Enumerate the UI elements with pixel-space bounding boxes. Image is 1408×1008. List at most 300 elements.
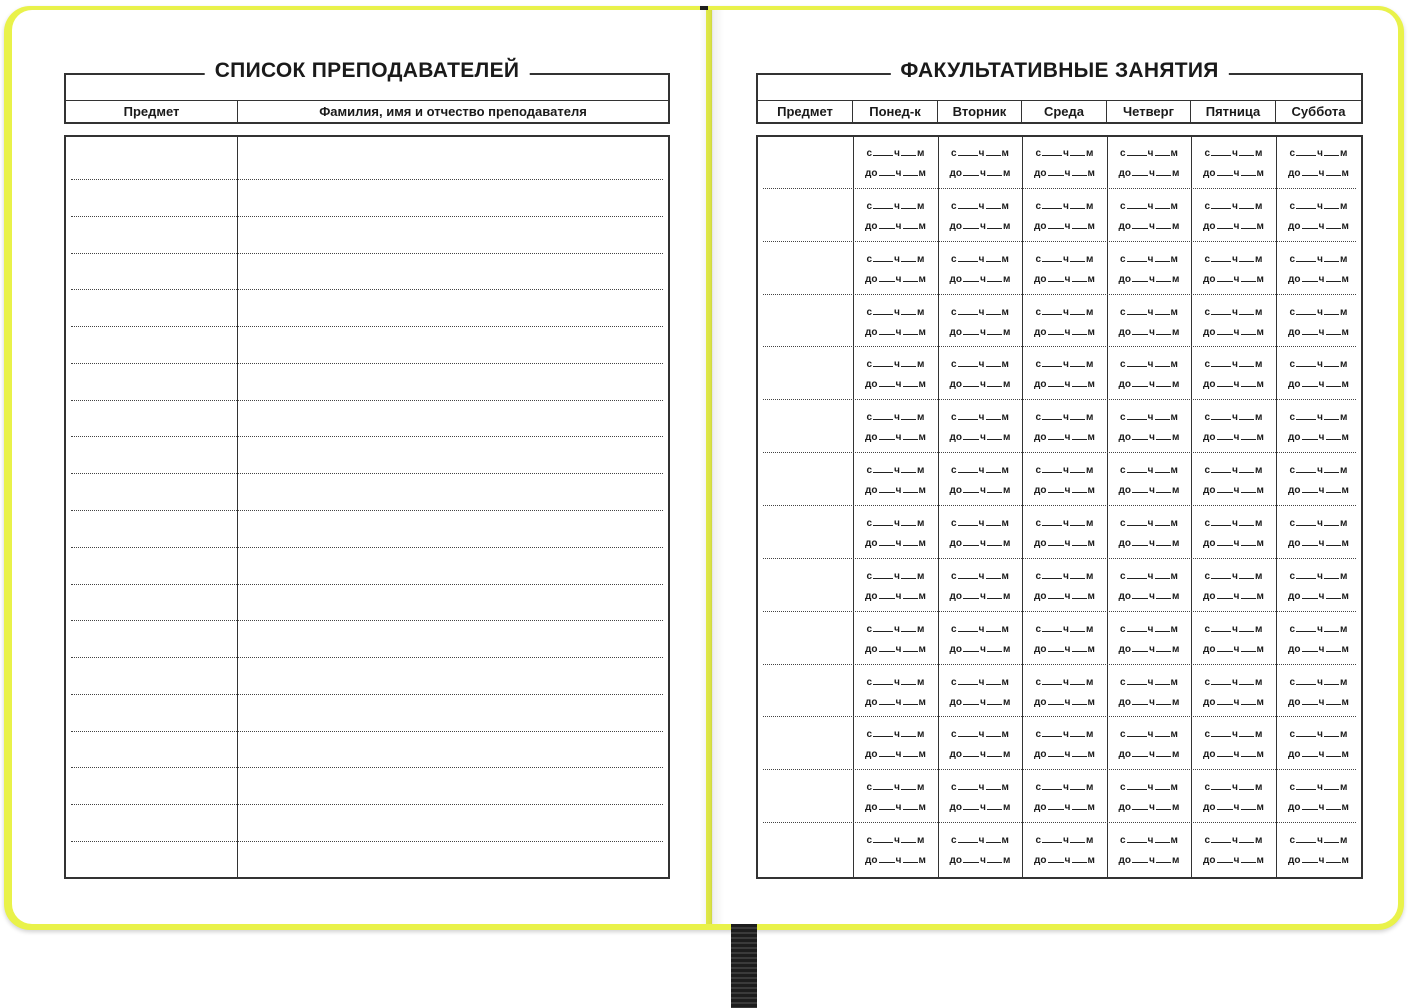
time-to-line: до ч м xyxy=(1033,697,1096,708)
teachers-row-line[interactable] xyxy=(71,326,663,327)
elective-time-slot[interactable] xyxy=(1191,824,1276,877)
elective-time-slot[interactable] xyxy=(1107,348,1191,401)
electives-header-wednesday: Среда xyxy=(1022,101,1107,122)
elective-time-slot[interactable] xyxy=(853,613,938,666)
time-to-line: до ч м xyxy=(864,591,927,602)
time-to-line: до ч м xyxy=(1118,485,1180,496)
time-to-line: до ч м xyxy=(1033,432,1096,443)
elective-time-slot[interactable] xyxy=(1191,401,1276,454)
elective-time-slot[interactable] xyxy=(938,613,1022,666)
time-from-line: с ч м xyxy=(1035,201,1094,212)
bookmark-ribbon-top xyxy=(700,6,708,10)
time-to-line: до ч м xyxy=(1287,274,1350,285)
page-gutter xyxy=(700,10,724,924)
time-to-line: до ч м xyxy=(1287,538,1350,549)
time-to-line: до ч м xyxy=(1202,432,1265,443)
teachers-table xyxy=(64,135,670,879)
teachers-header-row xyxy=(64,100,670,124)
time-to-line: до ч м xyxy=(1033,485,1096,496)
time-to-line: до ч м xyxy=(1202,749,1265,760)
time-from-line: с ч м xyxy=(950,254,1010,265)
time-from-line: с ч м xyxy=(1035,571,1094,582)
time-from-line: с ч м xyxy=(1289,254,1348,265)
time-to-line: до ч м xyxy=(1202,697,1265,708)
time-to-line: до ч м xyxy=(1118,379,1180,390)
elective-subject-cell[interactable] xyxy=(758,613,853,666)
time-to-line: до ч м xyxy=(1033,591,1096,602)
elective-time-slot[interactable] xyxy=(1107,243,1191,296)
time-from-line: с ч м xyxy=(866,201,925,212)
elective-time-slot[interactable] xyxy=(1191,771,1276,824)
time-to-line: до ч м xyxy=(1287,327,1350,338)
elective-time-slot[interactable] xyxy=(938,824,1022,877)
time-to-line: до ч м xyxy=(949,855,1011,866)
elective-time-slot[interactable] xyxy=(1022,243,1107,296)
time-from-line: с ч м xyxy=(1289,624,1348,635)
time-from-line: с ч м xyxy=(1289,571,1348,582)
time-from-line: с ч м xyxy=(1204,359,1263,370)
elective-time-slot[interactable] xyxy=(1022,137,1107,190)
teachers-row-line[interactable] xyxy=(71,253,663,254)
time-from-line: с ч м xyxy=(866,571,925,582)
time-to-line: до ч м xyxy=(1118,221,1180,232)
elective-time-slot[interactable] xyxy=(938,771,1022,824)
electives-title: ФАКУЛЬТАТИВНЫЕ ЗАНЯТИЯ xyxy=(890,59,1228,83)
elective-time-slot[interactable] xyxy=(853,401,938,454)
time-from-line: с ч м xyxy=(1119,518,1179,529)
time-to-line: до ч м xyxy=(949,221,1011,232)
time-to-line: до ч м xyxy=(1287,485,1350,496)
elective-time-slot[interactable] xyxy=(1276,613,1361,666)
elective-subject-cell[interactable] xyxy=(758,454,853,507)
elective-time-slot[interactable] xyxy=(1276,666,1361,719)
time-to-line: до ч м xyxy=(949,379,1011,390)
elective-time-slot[interactable] xyxy=(853,771,938,824)
time-to-line: до ч м xyxy=(949,749,1011,760)
electives-table xyxy=(756,135,1363,879)
elective-time-slot[interactable] xyxy=(1276,137,1361,190)
time-from-line: с ч м xyxy=(1204,624,1263,635)
time-to-line: до ч м xyxy=(1118,697,1180,708)
teachers-row-line[interactable] xyxy=(71,510,663,511)
bookmark-ribbon xyxy=(731,924,757,1008)
elective-time-slot[interactable] xyxy=(1022,401,1107,454)
elective-time-slot[interactable] xyxy=(1107,137,1191,190)
elective-time-slot[interactable] xyxy=(1191,454,1276,507)
time-from-line: с ч м xyxy=(1119,254,1179,265)
elective-time-slot[interactable] xyxy=(1276,190,1361,243)
elective-time-slot[interactable] xyxy=(1276,560,1361,613)
teachers-header-subject: Предмет xyxy=(66,101,238,122)
elective-subject-cell[interactable] xyxy=(758,560,853,613)
time-from-line: с ч м xyxy=(1204,148,1263,159)
time-to-line: до ч м xyxy=(864,221,927,232)
elective-time-slot[interactable] xyxy=(1107,507,1191,560)
time-from-line: с ч м xyxy=(1289,412,1348,423)
time-to-line: до ч м xyxy=(1202,644,1265,655)
teachers-header-fullname: Фамилия, имя и отчество преподавателя xyxy=(319,104,587,119)
time-from-line: с ч м xyxy=(1289,465,1348,476)
elective-time-slot[interactable] xyxy=(938,190,1022,243)
time-from-line: с ч м xyxy=(1119,307,1179,318)
time-from-line: с ч м xyxy=(950,677,1010,688)
teachers-row-line[interactable] xyxy=(71,841,663,842)
time-from-line: с ч м xyxy=(866,729,925,740)
time-to-line: до ч м xyxy=(949,168,1011,179)
elective-time-slot[interactable] xyxy=(1022,190,1107,243)
teachers-row-line[interactable] xyxy=(71,657,663,658)
time-from-line: с ч м xyxy=(1035,148,1094,159)
elective-time-slot[interactable] xyxy=(1276,718,1361,771)
time-from-line: с ч м xyxy=(1204,465,1263,476)
time-to-line: до ч м xyxy=(864,274,927,285)
time-from-line: с ч м xyxy=(1289,677,1348,688)
teachers-row-line[interactable] xyxy=(71,767,663,768)
time-to-line: до ч м xyxy=(949,485,1011,496)
time-from-line: с ч м xyxy=(1035,677,1094,688)
time-to-line: до ч м xyxy=(1118,855,1180,866)
time-to-line: до ч м xyxy=(949,802,1011,813)
time-from-line: с ч м xyxy=(1035,782,1094,793)
time-to-line: до ч м xyxy=(1287,802,1350,813)
time-to-line: до ч м xyxy=(1033,274,1096,285)
elective-time-slot[interactable] xyxy=(853,243,938,296)
elective-time-slot[interactable] xyxy=(1276,243,1361,296)
time-to-line: до ч м xyxy=(1287,221,1350,232)
time-from-line: с ч м xyxy=(1204,835,1263,846)
time-from-line: с ч м xyxy=(1204,518,1263,529)
elective-time-slot[interactable] xyxy=(1276,401,1361,454)
elective-time-slot[interactable] xyxy=(853,824,938,877)
teachers-row-line[interactable] xyxy=(71,694,663,695)
time-to-line: до ч м xyxy=(949,432,1011,443)
elective-time-slot[interactable] xyxy=(1191,190,1276,243)
time-to-line: до ч м xyxy=(1118,749,1180,760)
teachers-row-line[interactable] xyxy=(71,400,663,401)
elective-subject-cell[interactable] xyxy=(758,718,853,771)
time-from-line: с ч м xyxy=(1204,254,1263,265)
elective-time-slot[interactable] xyxy=(1022,507,1107,560)
elective-time-slot[interactable] xyxy=(853,560,938,613)
time-to-line: до ч м xyxy=(1033,221,1096,232)
time-from-line: с ч м xyxy=(1035,518,1094,529)
elective-subject-cell[interactable] xyxy=(758,666,853,719)
elective-time-slot[interactable] xyxy=(1191,137,1276,190)
time-from-line: с ч м xyxy=(1289,729,1348,740)
time-from-line: с ч м xyxy=(1119,148,1179,159)
elective-subject-cell[interactable] xyxy=(758,348,853,401)
time-to-line: до ч м xyxy=(1118,802,1180,813)
time-from-line: с ч м xyxy=(866,677,925,688)
elective-time-slot[interactable] xyxy=(1276,454,1361,507)
teachers-row-line[interactable] xyxy=(71,804,663,805)
elective-time-slot[interactable] xyxy=(853,296,938,349)
time-from-line: с ч м xyxy=(1035,307,1094,318)
elective-time-slot[interactable] xyxy=(938,296,1022,349)
teachers-title-frame xyxy=(64,59,670,100)
time-to-line: до ч м xyxy=(949,591,1011,602)
time-to-line: до ч м xyxy=(1202,327,1265,338)
elective-time-slot[interactable] xyxy=(1107,666,1191,719)
elective-time-slot[interactable] xyxy=(853,666,938,719)
time-to-line: до ч м xyxy=(1202,168,1265,179)
electives-header-subject: Предмет xyxy=(758,101,853,122)
teachers-column-divider xyxy=(237,137,238,877)
time-from-line: с ч м xyxy=(866,148,925,159)
elective-time-slot[interactable] xyxy=(938,718,1022,771)
elective-subject-cell[interactable] xyxy=(758,507,853,560)
teachers-row-line[interactable] xyxy=(71,216,663,217)
time-to-line: до ч м xyxy=(1287,855,1350,866)
time-from-line: с ч м xyxy=(866,624,925,635)
elective-time-slot[interactable] xyxy=(1022,718,1107,771)
time-from-line: с ч м xyxy=(866,835,925,846)
time-to-line: до ч м xyxy=(949,327,1011,338)
time-from-line: с ч м xyxy=(950,782,1010,793)
time-to-line: до ч м xyxy=(864,432,927,443)
elective-time-slot[interactable] xyxy=(938,507,1022,560)
time-to-line: до ч м xyxy=(1033,327,1096,338)
elective-time-slot[interactable] xyxy=(1191,718,1276,771)
electives-header-tuesday: Вторник xyxy=(938,101,1022,122)
elective-time-slot[interactable] xyxy=(853,190,938,243)
time-to-line: до ч м xyxy=(864,379,927,390)
time-to-line: до ч м xyxy=(1033,855,1096,866)
time-from-line: с ч м xyxy=(950,571,1010,582)
time-from-line: с ч м xyxy=(866,782,925,793)
elective-time-slot[interactable] xyxy=(1107,771,1191,824)
time-from-line: с ч м xyxy=(1289,201,1348,212)
time-to-line: до ч м xyxy=(949,697,1011,708)
teachers-row-line[interactable] xyxy=(71,179,663,180)
time-from-line: с ч м xyxy=(866,359,925,370)
elective-time-slot[interactable] xyxy=(1191,243,1276,296)
elective-time-slot[interactable] xyxy=(853,718,938,771)
time-from-line: с ч м xyxy=(1119,571,1179,582)
teachers-row-line[interactable] xyxy=(71,436,663,437)
time-from-line: с ч м xyxy=(950,518,1010,529)
time-to-line: до ч м xyxy=(1118,644,1180,655)
elective-time-slot[interactable] xyxy=(1191,296,1276,349)
time-from-line: с ч м xyxy=(1204,677,1263,688)
time-from-line: с ч м xyxy=(1035,624,1094,635)
time-to-line: до ч м xyxy=(1118,432,1180,443)
time-from-line: с ч м xyxy=(1289,835,1348,846)
teachers-row-line[interactable] xyxy=(71,731,663,732)
time-from-line: с ч м xyxy=(1035,729,1094,740)
elective-time-slot[interactable] xyxy=(938,243,1022,296)
time-to-line: до ч м xyxy=(1202,274,1265,285)
time-from-line: с ч м xyxy=(950,412,1010,423)
time-to-line: до ч м xyxy=(1118,538,1180,549)
time-from-line: с ч м xyxy=(1289,518,1348,529)
time-to-line: до ч м xyxy=(1033,379,1096,390)
time-from-line: с ч м xyxy=(1035,359,1094,370)
time-from-line: с ч м xyxy=(1119,677,1179,688)
time-to-line: до ч м xyxy=(1033,644,1096,655)
time-to-line: до ч м xyxy=(1287,168,1350,179)
electives-header-saturday: Суббота xyxy=(1291,104,1346,119)
time-from-line: с ч м xyxy=(950,307,1010,318)
elective-time-slot[interactable] xyxy=(1107,190,1191,243)
time-from-line: с ч м xyxy=(1289,307,1348,318)
elective-time-slot[interactable] xyxy=(1276,771,1361,824)
teachers-row-line[interactable] xyxy=(71,363,663,364)
time-to-line: до ч м xyxy=(949,538,1011,549)
time-from-line: с ч м xyxy=(1035,835,1094,846)
time-to-line: до ч м xyxy=(1033,538,1096,549)
electives-header-monday: Понед-к xyxy=(853,101,938,122)
electives-header-thursday: Четверг xyxy=(1107,101,1191,122)
elective-time-slot[interactable] xyxy=(1022,348,1107,401)
time-from-line: с ч м xyxy=(950,148,1010,159)
electives-header-friday: Пятница xyxy=(1191,101,1276,122)
elective-time-slot[interactable] xyxy=(853,507,938,560)
time-from-line: с ч м xyxy=(866,412,925,423)
elective-subject-cell[interactable] xyxy=(758,243,853,296)
time-from-line: с ч м xyxy=(1204,729,1263,740)
elective-time-slot[interactable] xyxy=(938,666,1022,719)
time-to-line: до ч м xyxy=(1033,802,1096,813)
elective-subject-cell[interactable] xyxy=(758,771,853,824)
time-from-line: с ч м xyxy=(1035,465,1094,476)
elective-time-slot[interactable] xyxy=(1107,718,1191,771)
teachers-title: СПИСОК ПРЕПОДАВАТЕЛЕЙ xyxy=(205,59,530,83)
time-to-line: до ч м xyxy=(1118,168,1180,179)
elective-time-slot[interactable] xyxy=(1191,613,1276,666)
elective-time-slot[interactable] xyxy=(1022,771,1107,824)
elective-time-slot[interactable] xyxy=(1022,613,1107,666)
time-to-line: до ч м xyxy=(864,802,927,813)
elective-subject-cell[interactable] xyxy=(758,296,853,349)
teachers-row-line[interactable] xyxy=(71,547,663,548)
time-from-line: с ч м xyxy=(950,465,1010,476)
time-from-line: с ч м xyxy=(1119,359,1179,370)
time-to-line: до ч м xyxy=(1202,221,1265,232)
elective-subject-cell[interactable] xyxy=(758,401,853,454)
time-to-line: до ч м xyxy=(864,855,927,866)
elective-time-slot[interactable] xyxy=(938,401,1022,454)
time-from-line: с ч м xyxy=(1204,571,1263,582)
elective-time-slot[interactable] xyxy=(1191,560,1276,613)
time-from-line: с ч м xyxy=(1119,782,1179,793)
teachers-row-line[interactable] xyxy=(71,584,663,585)
time-to-line: до ч м xyxy=(1287,591,1350,602)
time-from-line: с ч м xyxy=(1035,412,1094,423)
time-from-line: с ч м xyxy=(1119,624,1179,635)
time-to-line: до ч м xyxy=(864,749,927,760)
elective-time-slot[interactable] xyxy=(1022,454,1107,507)
elective-time-slot[interactable] xyxy=(1276,348,1361,401)
elective-time-slot[interactable] xyxy=(938,348,1022,401)
elective-time-slot[interactable] xyxy=(1107,454,1191,507)
time-from-line: с ч м xyxy=(950,359,1010,370)
time-from-line: с ч м xyxy=(1119,729,1179,740)
elective-time-slot[interactable] xyxy=(1107,296,1191,349)
time-to-line: до ч м xyxy=(864,538,927,549)
time-to-line: до ч м xyxy=(1202,855,1265,866)
time-to-line: до ч м xyxy=(1202,538,1265,549)
time-from-line: с ч м xyxy=(1289,782,1348,793)
time-from-line: с ч м xyxy=(1204,782,1263,793)
time-from-line: с ч м xyxy=(866,307,925,318)
time-from-line: с ч м xyxy=(950,729,1010,740)
teachers-row-line[interactable] xyxy=(71,620,663,621)
time-from-line: с ч м xyxy=(950,835,1010,846)
time-to-line: до ч м xyxy=(864,168,927,179)
elective-time-slot[interactable] xyxy=(853,454,938,507)
elective-time-slot[interactable] xyxy=(1107,824,1191,877)
time-to-line: до ч м xyxy=(1202,802,1265,813)
time-to-line: до ч м xyxy=(864,485,927,496)
time-from-line: с ч м xyxy=(1035,254,1094,265)
time-to-line: до ч м xyxy=(1202,485,1265,496)
time-from-line: с ч м xyxy=(1204,201,1263,212)
elective-time-slot[interactable] xyxy=(1107,613,1191,666)
time-from-line: с ч м xyxy=(866,518,925,529)
elective-time-slot[interactable] xyxy=(938,454,1022,507)
time-to-line: до ч м xyxy=(1033,749,1096,760)
time-to-line: до ч м xyxy=(1033,168,1096,179)
time-from-line: с ч м xyxy=(950,201,1010,212)
electives-title-frame xyxy=(756,59,1363,100)
elective-time-slot[interactable] xyxy=(1191,348,1276,401)
elective-time-slot[interactable] xyxy=(1107,401,1191,454)
teachers-row-line[interactable] xyxy=(71,289,663,290)
elective-time-slot[interactable] xyxy=(1191,507,1276,560)
time-to-line: до ч м xyxy=(864,327,927,338)
time-to-line: до ч м xyxy=(1287,749,1350,760)
teachers-row-line[interactable] xyxy=(71,473,663,474)
time-from-line: с ч м xyxy=(1119,412,1179,423)
elective-time-slot[interactable] xyxy=(1191,666,1276,719)
time-to-line: до ч м xyxy=(1287,379,1350,390)
time-from-line: с ч м xyxy=(950,624,1010,635)
elective-time-slot[interactable] xyxy=(938,137,1022,190)
time-to-line: до ч м xyxy=(1118,274,1180,285)
time-from-line: с ч м xyxy=(1289,148,1348,159)
elective-time-slot[interactable] xyxy=(1107,560,1191,613)
time-to-line: до ч м xyxy=(864,644,927,655)
time-to-line: до ч м xyxy=(864,697,927,708)
time-from-line: с ч м xyxy=(866,254,925,265)
elective-time-slot[interactable] xyxy=(1276,824,1361,877)
elective-subject-cell[interactable] xyxy=(758,137,853,190)
elective-time-slot[interactable] xyxy=(1022,824,1107,877)
time-to-line: до ч м xyxy=(1118,327,1180,338)
elective-time-slot[interactable] xyxy=(938,560,1022,613)
elective-time-slot[interactable] xyxy=(1022,296,1107,349)
elective-time-slot[interactable] xyxy=(853,137,938,190)
elective-subject-cell[interactable] xyxy=(758,824,853,877)
elective-time-slot[interactable] xyxy=(1276,296,1361,349)
elective-time-slot[interactable] xyxy=(1022,560,1107,613)
elective-time-slot[interactable] xyxy=(1276,507,1361,560)
time-from-line: с ч м xyxy=(1119,201,1179,212)
time-to-line: до ч м xyxy=(1287,697,1350,708)
time-from-line: с ч м xyxy=(866,465,925,476)
elective-subject-cell[interactable] xyxy=(758,190,853,243)
time-from-line: с ч м xyxy=(1289,359,1348,370)
time-to-line: до ч м xyxy=(949,644,1011,655)
time-from-line: с ч м xyxy=(1204,412,1263,423)
elective-time-slot[interactable] xyxy=(853,348,938,401)
time-from-line: с ч м xyxy=(1119,465,1179,476)
elective-time-slot[interactable] xyxy=(1022,666,1107,719)
time-from-line: с ч м xyxy=(1119,835,1179,846)
time-from-line: с ч м xyxy=(1204,307,1263,318)
electives-header-row xyxy=(756,100,1363,124)
